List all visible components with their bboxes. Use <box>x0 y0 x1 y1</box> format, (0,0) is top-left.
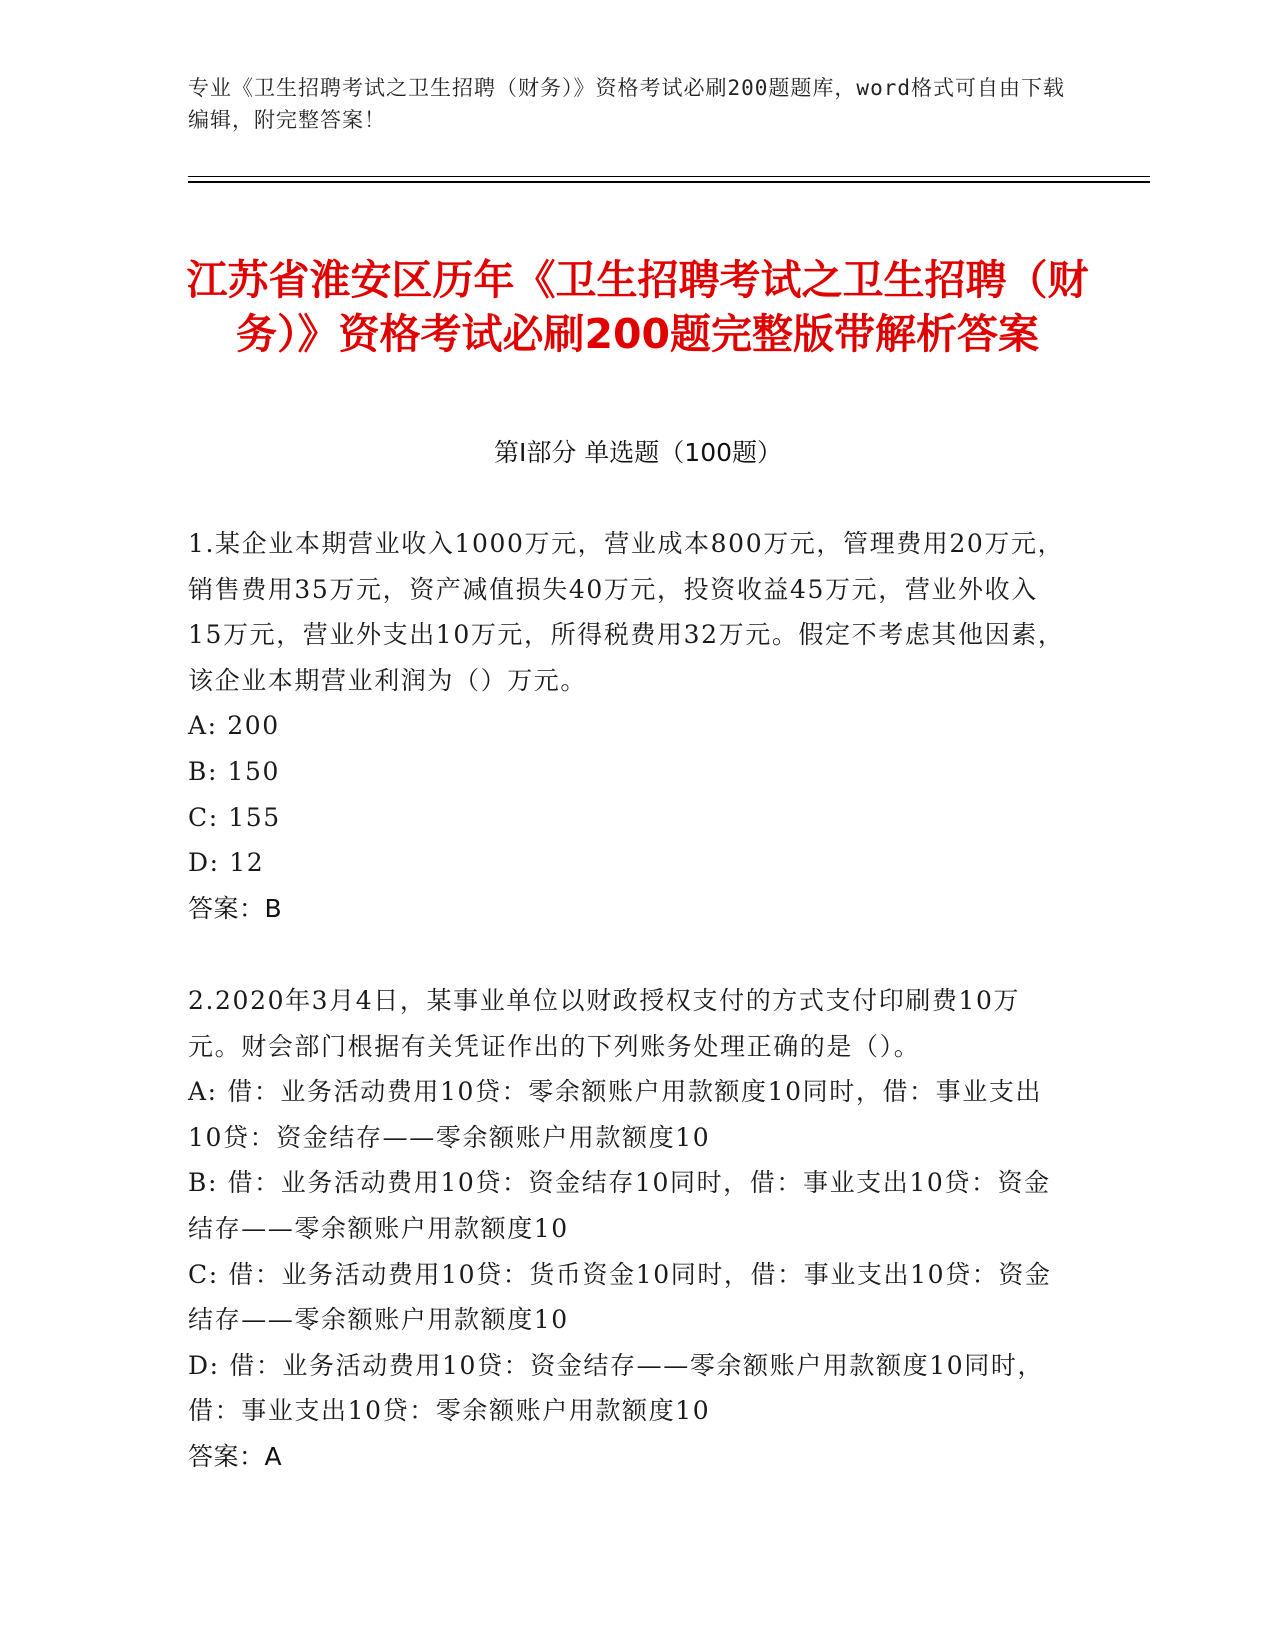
header-note: 专业《卫生招聘考试之卫生招聘（财务）》资格考试必刷200题题库，word格式可自由下载编辑，附完整答案！ <box>188 76 1065 132</box>
answer: 答案：A <box>188 1441 283 1471</box>
header-divider-thin <box>188 176 1150 177</box>
option-c: C: 借：业务活动费用10贷：货币资金10同时，借：事业支出10贷：资金结存——零余额账户用款额度10 <box>188 1259 1052 1335</box>
option-a: A: 200 <box>188 711 280 741</box>
question-text: 1.某企业本期营业收入1000万元，营业成本800万元，管理费用20万元，销售费用35万元，资产减值损失40万元，投资收益45万元，营业外收入15万元，营业外支出10万元，所得税费用32万元。假定不考虑其他因素，该企业本期营业利润为（）万元。 <box>188 529 1065 695</box>
answer: 答案：B <box>188 893 283 923</box>
option-d: D: 借：业务活动费用10贷：资金结存——零余额账户用款额度10同时，借：事业支出10贷：零余额账户用款额度10 <box>188 1350 1045 1426</box>
option-c: C: 155 <box>188 802 281 832</box>
document-title: 江苏省淮安区历年《卫生招聘考试之卫生招聘（财务）》资格考试必刷200题完整版带解析答案 <box>186 256 1089 359</box>
question-2 <box>188 978 1068 1480</box>
section-title: 第I部分 单选题（100题） <box>493 438 783 467</box>
option-a: A: 借：业务活动费用10贷：零余额账户用款额度10同时，借：事业支出10贷：资金结存——零余额账户用款额度10 <box>188 1077 1043 1152</box>
option-d: D: 12 <box>188 848 265 878</box>
question-text: 2.2020年3月4日，某事业单位以财政授权支付的方式支付印刷费10万元。财会部门根据有关凭证作出的下列账务处理正确的是（）。 <box>188 986 1021 1061</box>
option-b: B: 150 <box>188 756 281 786</box>
question-1 <box>188 521 1068 931</box>
option-b: B: 借：业务活动费用10贷：资金结存10同时，借：事业支出10贷：资金结存——零余额账户用款额度10 <box>188 1168 1051 1243</box>
header-divider-thick <box>188 181 1150 183</box>
